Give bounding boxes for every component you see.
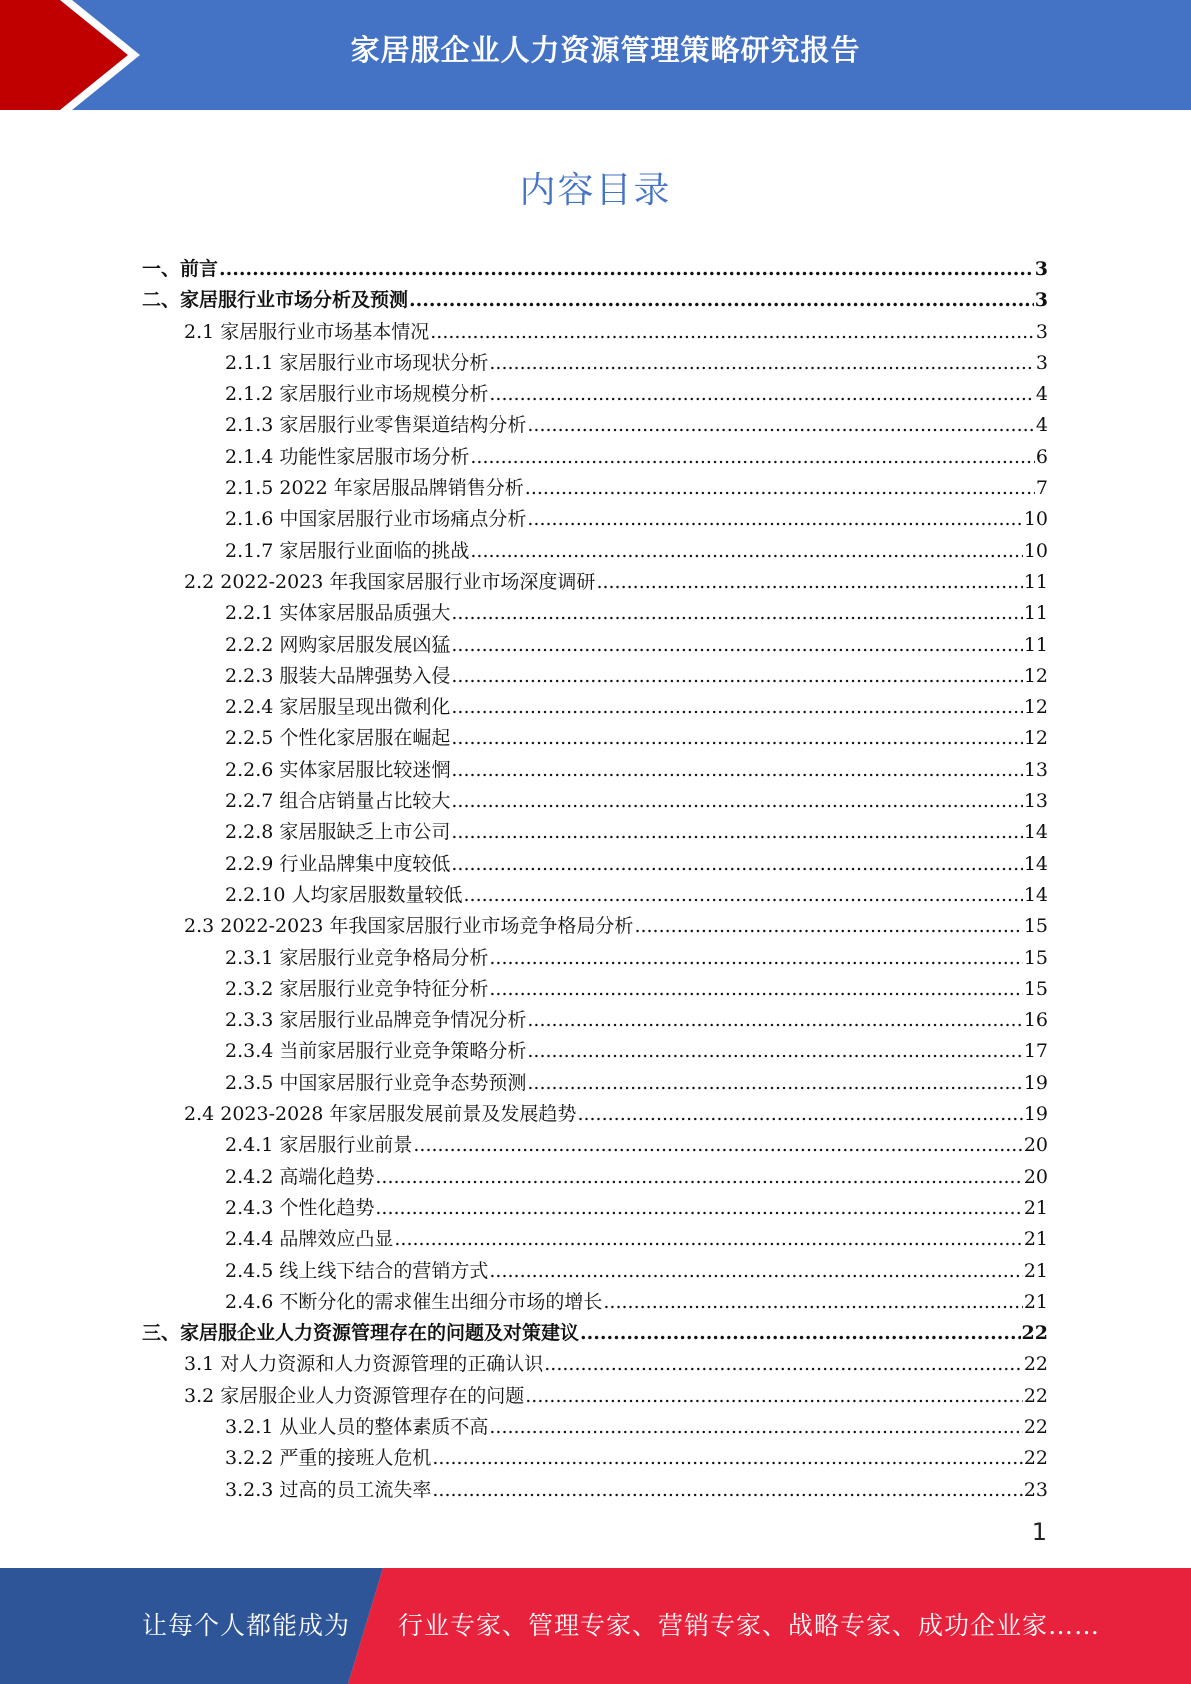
toc-dot-leader xyxy=(451,665,1022,687)
toc-dot-leader xyxy=(375,1166,1022,1188)
toc-dot-leader xyxy=(544,1353,1023,1375)
toc-dot-leader xyxy=(375,1197,1022,1219)
toc-entry-page: 22 xyxy=(1023,1384,1048,1407)
toc-entry[interactable] xyxy=(142,410,1048,441)
toc-dot-leader xyxy=(451,602,1022,624)
toc-entry-page: 16 xyxy=(1023,1009,1048,1032)
toc-entry[interactable] xyxy=(142,1099,1048,1130)
toc-entry[interactable] xyxy=(142,1193,1048,1224)
toc-entry[interactable] xyxy=(142,1381,1048,1412)
toc-dot-leader xyxy=(409,289,1034,311)
toc-entry-page: 7 xyxy=(1035,477,1048,500)
toc-entry-label: 2.3.1 家居服行业竞争格局分析 xyxy=(225,946,489,969)
toc-entry-page: 10 xyxy=(1023,508,1048,531)
toc-entry-label: 2.3.5 中国家居服行业竞争态势预测 xyxy=(225,1071,527,1094)
toc-entry-page: 23 xyxy=(1023,1478,1048,1501)
toc-entry-label: 三、家居服企业人力资源管理存在的问题及对策建议 xyxy=(142,1322,580,1345)
footer-slogan-left: 让每个人都能成为 xyxy=(142,1611,351,1640)
toc-entry[interactable] xyxy=(142,1256,1048,1287)
toc-entry[interactable] xyxy=(142,943,1048,974)
toc-entry-label: 2.3.4 当前家居服行业竞争策略分析 xyxy=(225,1040,527,1063)
toc-dot-leader xyxy=(525,477,1035,499)
toc-entry-page: 21 xyxy=(1023,1196,1048,1219)
toc-entry-page: 12 xyxy=(1023,664,1048,687)
toc-entry-label: 2.4.2 高端化趋势 xyxy=(225,1165,375,1188)
toc-entry-label: 2.3.2 家居服行业竞争特征分析 xyxy=(225,977,489,1000)
footer-band xyxy=(0,1568,1191,1684)
toc-entry[interactable] xyxy=(142,1005,1048,1036)
toc-entry-label: 2.4.4 品牌效应凸显 xyxy=(225,1228,394,1251)
toc-entry-label: 2.1.3 家居服行业零售渠道结构分析 xyxy=(225,414,527,437)
toc-dot-leader xyxy=(527,414,1035,436)
toc-entry-page: 10 xyxy=(1023,539,1048,562)
toc-entry[interactable] xyxy=(142,786,1048,817)
toc-entry[interactable] xyxy=(142,1412,1048,1443)
toc-entry[interactable] xyxy=(142,849,1048,880)
toc-dot-leader xyxy=(451,790,1022,812)
toc-entry-label: 2.2.4 家居服呈现出微利化 xyxy=(225,696,451,719)
toc-entry-page: 14 xyxy=(1023,821,1048,844)
toc-entry-page: 11 xyxy=(1023,570,1048,593)
toc-dot-leader xyxy=(527,1009,1022,1031)
toc-entry[interactable] xyxy=(142,1224,1048,1255)
toc-entry[interactable] xyxy=(142,911,1048,942)
toc-dot-leader xyxy=(432,1479,1022,1501)
toc-entry-label: 2.2.8 家居服缺乏上市公司 xyxy=(225,821,451,844)
toc-dot-leader xyxy=(527,1040,1022,1062)
toc-dot-leader xyxy=(527,508,1022,530)
toc-entry[interactable] xyxy=(142,1162,1048,1193)
toc-entry[interactable] xyxy=(142,723,1048,754)
toc-dot-leader xyxy=(451,634,1022,656)
toc-entry[interactable] xyxy=(142,1349,1048,1380)
toc-entry-page: 21 xyxy=(1023,1228,1048,1251)
toc-entry-page: 22 xyxy=(1023,1353,1048,1376)
toc-heading: 内容目录 xyxy=(519,170,672,211)
toc-entry[interactable] xyxy=(142,1318,1048,1349)
toc-entry-page: 22 xyxy=(1021,1322,1048,1345)
toc-dot-leader xyxy=(470,540,1022,562)
toc-entry[interactable] xyxy=(142,755,1048,786)
toc-dot-leader xyxy=(451,759,1022,781)
toc-entry[interactable] xyxy=(142,1130,1048,1161)
toc-dot-leader xyxy=(489,352,1035,374)
toc-dot-leader xyxy=(634,915,1022,937)
toc-entry-page: 4 xyxy=(1035,414,1048,437)
toc-entry-label: 二、家居服行业市场分析及预测 xyxy=(142,289,409,312)
toc-dot-leader xyxy=(603,1291,1022,1313)
toc-entry-label: 2.2.10 人均家居服数量较低 xyxy=(225,883,463,906)
toc-entry[interactable] xyxy=(142,442,1048,473)
toc-dot-leader xyxy=(451,727,1022,749)
toc-entry-page: 22 xyxy=(1023,1415,1048,1438)
toc-entry-page: 13 xyxy=(1023,758,1048,781)
toc-entry-label: 2.2.6 实体家居服比较迷惘 xyxy=(225,758,451,781)
toc-dot-leader xyxy=(430,321,1035,343)
toc-entry-page: 17 xyxy=(1023,1040,1048,1063)
toc-entry[interactable] xyxy=(142,974,1048,1005)
toc-entry-label: 2.3.3 家居服行业品牌竞争情况分析 xyxy=(225,1009,527,1032)
toc-entry-label: 2.3 2022-2023 年我国家居服行业市场竞争格局分析 xyxy=(184,915,634,938)
toc-entry-page: 4 xyxy=(1035,383,1048,406)
toc-entry-page: 19 xyxy=(1023,1071,1048,1094)
toc-entry-page: 3 xyxy=(1034,289,1048,312)
toc-entry[interactable] xyxy=(142,817,1048,848)
toc-entry-page: 21 xyxy=(1023,1290,1048,1313)
toc-dot-leader xyxy=(527,1072,1022,1094)
toc-entry-page: 19 xyxy=(1023,1103,1048,1126)
toc-entry[interactable] xyxy=(142,1068,1048,1099)
toc-entry-label: 2.2.3 服装大品牌强势入侵 xyxy=(225,664,451,687)
toc-entry-page: 6 xyxy=(1035,445,1048,468)
toc-entry-page: 12 xyxy=(1023,727,1048,750)
toc-entry[interactable] xyxy=(142,598,1048,629)
toc-entry-label: 2.2.2 网购家居服发展凶猛 xyxy=(225,633,451,656)
toc-entry[interactable] xyxy=(142,254,1048,285)
toc-entry-label: 3.2 家居服企业人力资源管理存在的问题 xyxy=(184,1384,525,1407)
toc-entry[interactable] xyxy=(142,1036,1048,1067)
toc-entry[interactable] xyxy=(142,661,1048,692)
toc-entry-label: 一、前言 xyxy=(142,258,219,280)
toc-entry-page: 11 xyxy=(1023,633,1048,656)
toc-entry[interactable] xyxy=(142,473,1048,504)
toc-dot-leader xyxy=(219,258,1034,280)
toc-entry-label: 2.1.2 家居服行业市场规模分析 xyxy=(225,383,489,406)
toc-dot-leader xyxy=(525,1385,1023,1407)
toc-dot-leader xyxy=(580,1322,1021,1344)
toc-dot-leader xyxy=(451,821,1022,843)
toc-entry-label: 2.1.6 中国家居服行业市场痛点分析 xyxy=(225,508,527,531)
toc-entry-page: 14 xyxy=(1023,852,1048,875)
toc-entry[interactable] xyxy=(142,692,1048,723)
toc-dot-leader xyxy=(394,1228,1022,1250)
toc-dot-leader xyxy=(470,446,1035,468)
toc-entry-label: 3.1 对人力资源和人力资源管理的正确认识 xyxy=(184,1353,544,1376)
toc-entry[interactable] xyxy=(142,1443,1048,1474)
toc-entry[interactable] xyxy=(142,880,1048,911)
toc-entry[interactable] xyxy=(142,536,1048,567)
toc-entry-label: 2.1 家居服行业市场基本情况 xyxy=(184,320,430,343)
footer-slogan-right: 行业专家、管理专家、营销专家、战略专家、成功企业家…… xyxy=(398,1611,1101,1640)
toc-entry-label: 3.2.3 过高的员工流失率 xyxy=(225,1478,432,1501)
toc-entry-label: 2.1.4 功能性家居服市场分析 xyxy=(225,445,470,468)
toc-dot-leader xyxy=(451,853,1022,875)
toc-entry-page: 3 xyxy=(1035,320,1048,343)
toc-entry-page: 12 xyxy=(1023,696,1048,719)
toc-entry-page: 20 xyxy=(1023,1165,1048,1188)
toc-dot-leader xyxy=(577,1103,1022,1125)
header-band xyxy=(0,0,1191,110)
toc-entry-label: 2.2.9 行业品牌集中度较低 xyxy=(225,852,451,875)
toc-entry-page: 22 xyxy=(1023,1447,1048,1470)
toc-entry[interactable] xyxy=(142,1287,1048,1318)
toc-entry[interactable] xyxy=(142,379,1048,410)
toc-entry-label: 2.4 2023-2028 年家居服发展前景及发展趋势 xyxy=(184,1103,577,1126)
toc-entry[interactable] xyxy=(142,348,1048,379)
report-title: 家居服企业人力资源管理策略研究报告 xyxy=(350,33,861,67)
toc-entry-page: 20 xyxy=(1023,1134,1048,1157)
toc-dot-leader xyxy=(489,1260,1022,1282)
toc-dot-leader xyxy=(463,884,1022,906)
toc-entry-label: 3.2.1 从业人员的整体素质不高 xyxy=(225,1415,489,1438)
toc-entry-label: 2.1.7 家居服行业面临的挑战 xyxy=(225,539,470,562)
toc-entry-page: 3 xyxy=(1035,351,1048,374)
toc-entry[interactable] xyxy=(142,567,1048,598)
toc-entry[interactable] xyxy=(142,504,1048,535)
toc-dot-leader xyxy=(413,1134,1022,1156)
toc-entry-label: 2.4.3 个性化趋势 xyxy=(225,1196,375,1219)
toc-entry[interactable] xyxy=(142,285,1048,316)
toc-dot-leader xyxy=(489,383,1035,405)
toc-entry-page: 15 xyxy=(1023,977,1048,1000)
toc-entry-label: 2.2.5 个性化家居服在崛起 xyxy=(225,727,451,750)
toc-dot-leader xyxy=(489,978,1022,1000)
toc-dot-leader xyxy=(451,696,1022,718)
toc-entry-page: 11 xyxy=(1023,602,1048,625)
toc-entry-label: 2.1.5 2022 年家居服品牌销售分析 xyxy=(225,477,524,500)
toc-dot-leader xyxy=(596,571,1022,593)
toc-entry[interactable] xyxy=(142,630,1048,661)
toc-entry-label: 2.2.1 实体家居服品质强大 xyxy=(225,602,451,625)
toc-entry-page: 3 xyxy=(1034,258,1048,280)
page-number: 1 xyxy=(1031,1518,1047,1546)
toc-entry-label: 2.1.1 家居服行业市场现状分析 xyxy=(225,351,489,374)
toc-dot-leader xyxy=(489,947,1022,969)
toc-entry-label: 2.4.6 不断分化的需求催生出细分市场的增长 xyxy=(225,1290,603,1313)
table-of-contents xyxy=(142,254,1048,1506)
toc-entry-page: 13 xyxy=(1023,790,1048,813)
toc-entry-label: 2.2.7 组合店销量占比较大 xyxy=(225,790,451,813)
toc-entry-page: 15 xyxy=(1023,946,1048,969)
toc-entry-label: 3.2.2 严重的接班人危机 xyxy=(225,1447,432,1470)
toc-entry-page: 21 xyxy=(1023,1259,1048,1282)
toc-dot-leader xyxy=(432,1447,1022,1469)
toc-entry[interactable] xyxy=(142,1475,1048,1506)
toc-dot-leader xyxy=(489,1416,1022,1438)
toc-entry-label: 2.4.5 线上线下结合的营销方式 xyxy=(225,1259,489,1282)
toc-entry-page: 15 xyxy=(1023,915,1048,938)
toc-entry[interactable] xyxy=(142,317,1048,348)
toc-entry-label: 2.4.1 家居服行业前景 xyxy=(225,1134,413,1157)
toc-entry-label: 2.2 2022-2023 年我国家居服行业市场深度调研 xyxy=(184,570,596,593)
toc-entry-page: 14 xyxy=(1023,883,1048,906)
